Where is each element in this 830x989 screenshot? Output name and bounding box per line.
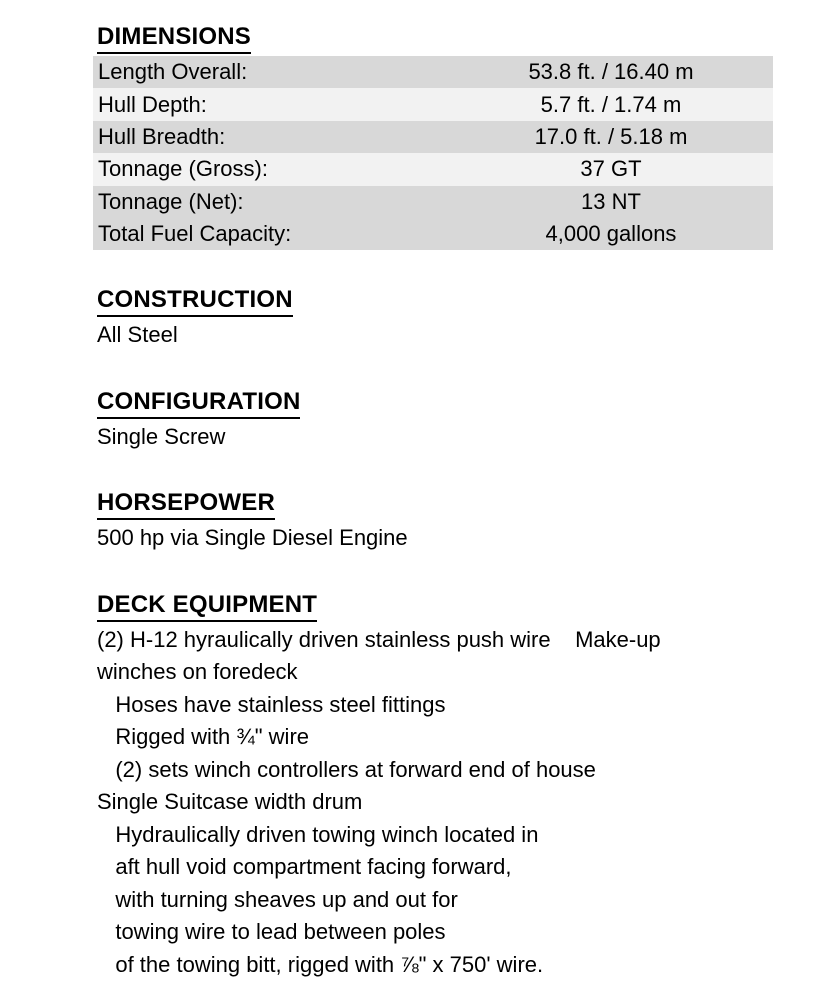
dimensions-heading xyxy=(93,23,773,54)
spec-line: aft hull void compartment facing forward, xyxy=(97,854,512,880)
deck-equipment-heading-text: DECK EQUIPMENT xyxy=(97,591,317,622)
row-value: 37 GT xyxy=(580,156,642,182)
deck-equipment-heading xyxy=(93,591,773,622)
section-configuration xyxy=(93,388,773,454)
spec-line: with turning sheaves up and out for xyxy=(97,886,458,912)
spec-line: Hydraulically driven towing winch located in xyxy=(97,821,539,847)
dimensions-table xyxy=(93,56,773,250)
configuration-body: Single Screw xyxy=(97,423,226,449)
row-label: Hull Depth: xyxy=(98,91,207,117)
row-label: Tonnage (Gross): xyxy=(98,156,268,182)
row-value: 13 NT xyxy=(581,188,641,214)
section-construction xyxy=(93,286,773,352)
spec-line: winches on foredeck xyxy=(97,659,298,685)
horsepower-heading xyxy=(93,489,773,520)
row-label: Length Overall: xyxy=(98,59,248,85)
spec-line: towing wire to lead between poles xyxy=(97,919,446,945)
table-row xyxy=(93,186,773,218)
section-dimensions xyxy=(93,23,773,250)
row-value: 4,000 gallons xyxy=(545,221,677,247)
construction-heading xyxy=(93,286,773,317)
spec-line: Rigged with ¾" wire xyxy=(97,724,310,750)
table-row xyxy=(93,56,773,88)
row-label: Total Fuel Capacity: xyxy=(98,221,292,247)
row-value: 5.7 ft. / 1.74 m xyxy=(540,91,682,117)
spec-line: (2) sets winch controllers at forward end of house xyxy=(97,756,596,782)
construction-heading-text: CONSTRUCTION xyxy=(97,286,293,317)
configuration-heading xyxy=(93,388,773,419)
row-label: Tonnage (Net): xyxy=(98,188,244,214)
spec-line: (2) H-12 hyraulically driven stainless push wire Make-up xyxy=(97,626,661,652)
table-row xyxy=(93,218,773,250)
dimensions-heading-text: DIMENSIONS xyxy=(97,23,251,54)
section-deck-equipment xyxy=(93,591,773,982)
table-row xyxy=(93,153,773,185)
spec-line: of the towing bitt, rigged with ⅞" x 750' wire. xyxy=(97,951,544,977)
deck-equipment-lines xyxy=(93,624,773,982)
horsepower-body: 500 hp via Single Diesel Engine xyxy=(97,525,408,551)
table-row xyxy=(93,88,773,120)
row-value: 17.0 ft. / 5.18 m xyxy=(534,123,688,149)
configuration-heading-text: CONFIGURATION xyxy=(97,388,300,419)
section-horsepower xyxy=(93,489,773,555)
spec-line: Hoses have stainless steel fittings xyxy=(97,691,446,717)
horsepower-heading-text: HORSEPOWER xyxy=(97,489,275,520)
spec-line: Single Suitcase width drum xyxy=(97,789,363,815)
row-value: 53.8 ft. / 16.40 m xyxy=(528,59,694,85)
table-row xyxy=(93,121,773,153)
construction-body: All Steel xyxy=(97,322,178,348)
row-label: Hull Breadth: xyxy=(98,123,226,149)
